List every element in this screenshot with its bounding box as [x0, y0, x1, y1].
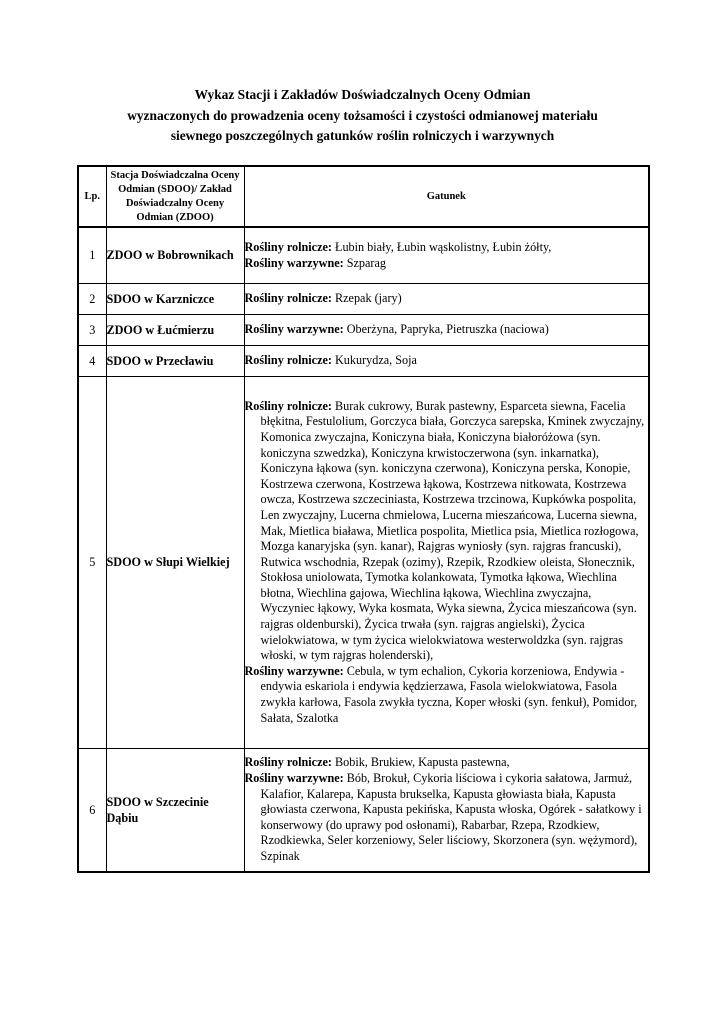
station-name: ZDOO w Łućmierzu: [106, 315, 244, 346]
title-line-1: Wykaz Stacji i Zakładów Doświadczalnych Oceny Odmian: [194, 87, 531, 102]
species-cell: [244, 315, 649, 346]
row-number: 1: [78, 227, 106, 284]
field-crops-label: Rośliny rolnicze:: [244, 353, 332, 368]
vegetables-label: Rośliny warzywne:: [244, 771, 344, 786]
field-crops-label: Rośliny rolnicze:: [244, 291, 332, 306]
species-cell: [244, 346, 649, 377]
table-row: [78, 346, 649, 377]
header-lp: Lp.: [78, 166, 106, 227]
table-header-row: [78, 166, 649, 227]
row-number: 3: [78, 315, 106, 346]
table-row: [78, 377, 649, 749]
field-crops-group: [245, 240, 649, 256]
field-crops-list: Rzepak (jary): [335, 291, 402, 306]
field-crops-label: Rośliny rolnicze:: [244, 239, 332, 254]
vegetables-label: Rośliny warzywne:: [244, 255, 344, 270]
row-number: 5: [78, 377, 106, 749]
stations-table: [77, 165, 650, 873]
vegetables-list: Bób, Brokuł, Cykoria liściowa i cykoria sałatowa, Jarmuż, Kalafior, Kalarepa, Kapusta brukselka, Kapusta głowiasta biała, Kapusta głowiasta czerwona, Kapusta pekińska, Kapusta włoska, Ogórek - sałatkowy i konserwowy (do uprawy pod osłonami), Rabarbar, Rzepa, Rzodkiew, Rzodkiewka, Seler korzeniowy, Seler liściowy, Skorzonera (syn. wężymord), Szpinak: [260, 771, 642, 863]
vegetables-group: [245, 322, 649, 338]
station-name: ZDOO w Bobrownikach: [106, 227, 244, 284]
station-name: SDOO w Przecławiu: [106, 346, 244, 377]
row-number: 6: [78, 749, 106, 873]
field-crops-group: [245, 755, 649, 771]
header-species: Gatunek: [244, 166, 649, 227]
title-line-3: siewnego poszczególnych gatunków roślin rolniczych i warzywnych: [170, 128, 555, 143]
vegetables-list: Cebula, w tym echalion, Cykoria korzeniowa, Endywia - endywia eskariola i endywia kędzierzawa, Fasola wielokwiatowa, Fasola zwykła karłowa, Fasola zwykła tyczna, Koper włoski (syn. fenkuł), Pomidor, Sałata, Szalotka: [260, 663, 638, 725]
field-crops-list: Kukurydza, Soja: [335, 353, 417, 368]
row-number: 2: [78, 284, 106, 315]
field-crops-list: Burak cukrowy, Burak pastewny, Esparceta siewna, Facelia błękitna, Festulolium, Gorczyca biała, Gorczyca sarepska, Kminek zwyczajny, Komonica zwyczajna, Koniczyna biała, Koniczyna białoróżowa (syn. koniczyna szwedzka), Koniczyna krwistoczerwona (syn. inkarnatka), Koniczyna łąkowa (syn. koniczyna czerwona), Koniczyna perska, Konopie, Kostrzewa czerwona, Kostrzewa łąkowa, Kostrzewa nitkowata, Kostrzewa owcza, Kostrzewa szczeciniasta, Kostrzewa trzcinowa, Kupkówka pospolita, Len zwyczajny, Lucerna chmielowa, Lucerna mieszańcowa, Lucerna siewna, Mak, Mietlica biaława, Mietlica pospolita, Mietlica psia, Mietlica rozłogowa, Mozga kanaryjska (syn. kanar), Rajgras wyniosły (syn. rajgras francuski), Rutwica wschodnia, Rzepak (ozimy), Rzepik, Rzodkiew oleista, Słonecznik, Stokłosa uniolowata, Tymotka kolankowata, Tymotka łąkowa, Wiechlina błotna, Wiechlina gajowa, Wiechlina łąkowa, Wiechlina zwyczajna, Wyczyniec łąkowy, Wyka kosmata, Wyka siewna, Życica mieszańcowa (syn. rajgras oldenburski), Życica trwała (syn. rajgras angielski), Życica wielokwiatowa, w tym życica wielokwiatowa westerwoldzka (syn. rajgras włoski, w tym rajgras holenderski),: [260, 398, 645, 663]
species-cell: [244, 749, 649, 873]
species-cell: [244, 227, 649, 284]
document-title: [40, 85, 685, 147]
field-crops-list: Łubin biały, Łubin wąskolistny, Łubin żółty,: [335, 239, 552, 254]
field-crops-group: [245, 399, 649, 664]
station-name: SDOO w Słupi Wielkiej: [106, 377, 244, 749]
table-row: [78, 284, 649, 315]
field-crops-list: Bobik, Brukiew, Kapusta pastewna,: [335, 755, 510, 770]
field-crops-group: [245, 353, 649, 369]
vegetables-group: [245, 256, 649, 272]
vegetables-list: Szparag: [346, 255, 386, 270]
vegetables-label: Rośliny warzywne:: [244, 663, 344, 678]
table-row: [78, 749, 649, 873]
field-crops-label: Rośliny rolnicze:: [244, 398, 332, 413]
vegetables-list: Oberżyna, Papryka, Pietruszka (naciowa): [346, 322, 549, 337]
vegetables-label: Rośliny warzywne:: [244, 322, 344, 337]
field-crops-label: Rośliny rolnicze:: [244, 755, 332, 770]
row-number: 4: [78, 346, 106, 377]
station-name: SDOO w Szczecinie Dąbiu: [106, 749, 244, 873]
field-crops-group: [245, 291, 649, 307]
table-row: [78, 227, 649, 284]
vegetables-group: [245, 664, 649, 726]
vegetables-group: [245, 771, 649, 865]
title-line-2: wyznaczonych do prowadzenia oceny tożsamości i czystości odmianowej materiału: [127, 107, 598, 123]
table-row: [78, 315, 649, 346]
station-name: SDOO w Karzniczce: [106, 284, 244, 315]
species-cell: [244, 377, 649, 749]
species-cell: [244, 284, 649, 315]
header-station: Stacja Doświadczalna Oceny Odmian (SDOO)/ Zakład Doświadczalny Oceny Odmian (ZDOO): [106, 166, 244, 227]
